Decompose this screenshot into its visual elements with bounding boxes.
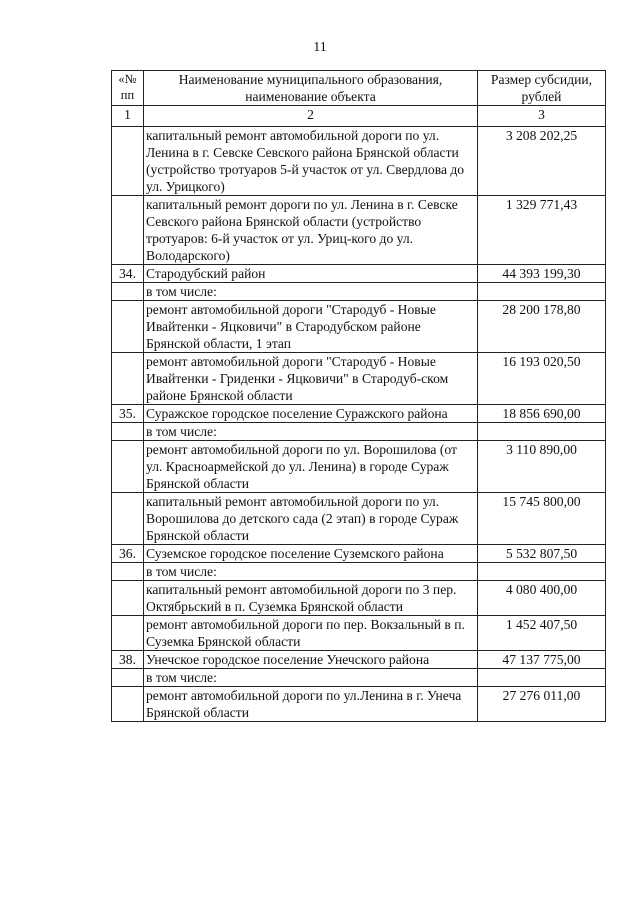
table-row	[112, 405, 606, 423]
row-subsidy: 27 276 011,00	[478, 687, 606, 722]
row-number: 38.	[112, 651, 144, 669]
row-subsidy	[478, 669, 606, 687]
row-subsidy	[478, 283, 606, 301]
row-subsidy: 4 080 400,00	[478, 581, 606, 616]
row-subsidy: 3 208 202,25	[478, 127, 606, 196]
table-row	[112, 127, 606, 196]
row-number	[112, 563, 144, 581]
row-name: в том числе:	[144, 283, 478, 301]
row-number: 34.	[112, 265, 144, 283]
row-subsidy	[478, 423, 606, 441]
row-number	[112, 423, 144, 441]
table-row	[112, 301, 606, 353]
row-subsidy: 5 532 807,50	[478, 545, 606, 563]
row-number	[112, 127, 144, 196]
row-name: капитальный ремонт автомобильной дороги по 3 пер. Октябрьский в п. Суземка Брянской области	[144, 581, 478, 616]
page-number: 11	[313, 40, 327, 55]
table-row	[112, 196, 606, 265]
row-number	[112, 301, 144, 353]
subsidy-table	[111, 70, 606, 722]
row-name: ремонт автомобильной дороги по ул. Ворошилова (от ул. Красноармейской до ул. Ленина) в городе Сураж Брянской области	[144, 441, 478, 493]
table-row	[112, 616, 606, 651]
row-name: в том числе:	[144, 423, 478, 441]
table-row	[112, 353, 606, 405]
row-subsidy: 28 200 178,80	[478, 301, 606, 353]
row-subsidy: 44 393 199,30	[478, 265, 606, 283]
row-name: Стародубский район	[144, 265, 478, 283]
row-name: капитальный ремонт дороги по ул. Ленина в г. Севске Севского района Брянской области (устройство тротуаров: 6-й участок от ул. Уриц-кого до ул. Володарского)	[144, 196, 478, 265]
row-subsidy: 16 193 020,50	[478, 353, 606, 405]
header-subsidy: Размер субсидии, рублей	[478, 71, 606, 106]
table-row	[112, 493, 606, 545]
row-number	[112, 196, 144, 265]
row-name: ремонт автомобильной дороги "Стародуб - Новые Ивайтенки - Гриденки - Яцковичи" в Стародуб-ском районе Брянской области	[144, 353, 478, 405]
row-subsidy: 18 856 690,00	[478, 405, 606, 423]
table-row	[112, 563, 606, 581]
column-number-cell: 1	[112, 106, 144, 127]
row-name: в том числе:	[144, 669, 478, 687]
row-number	[112, 353, 144, 405]
row-number	[112, 687, 144, 722]
table-row	[112, 687, 606, 722]
row-number: 35.	[112, 405, 144, 423]
row-number	[112, 283, 144, 301]
column-number-cell: 3	[478, 106, 606, 127]
row-number	[112, 493, 144, 545]
column-number-cell: 2	[144, 106, 478, 127]
table-row	[112, 265, 606, 283]
table-row	[112, 441, 606, 493]
table-row	[112, 581, 606, 616]
row-name: капитальный ремонт автомобильной дороги по ул. Ворошилова до детского сада (2 этап) в городе Сураж Брянской области	[144, 493, 478, 545]
row-subsidy: 15 745 800,00	[478, 493, 606, 545]
row-name: Суземское городское поселение Суземского района	[144, 545, 478, 563]
row-subsidy	[478, 563, 606, 581]
table-row	[112, 545, 606, 563]
row-subsidy: 3 110 890,00	[478, 441, 606, 493]
row-number	[112, 669, 144, 687]
header-name: Наименование муниципального образования, наименование объекта	[144, 71, 478, 106]
table-header-row	[112, 71, 606, 106]
row-subsidy: 1 452 407,50	[478, 616, 606, 651]
column-number-row	[112, 106, 606, 127]
row-number	[112, 441, 144, 493]
row-name: Суражское городское поселение Суражского района	[144, 405, 478, 423]
row-subsidy: 1 329 771,43	[478, 196, 606, 265]
row-number	[112, 581, 144, 616]
row-number	[112, 616, 144, 651]
row-name: ремонт автомобильной дороги "Стародуб - Новые Ивайтенки - Яцковичи" в Стародубском районе Брянской области, 1 этап	[144, 301, 478, 353]
row-subsidy: 47 137 775,00	[478, 651, 606, 669]
row-name: капитальный ремонт автомобильной дороги по ул. Ленина в г. Севске Севского района Брянской области (устройство тротуаров 5-й участок от ул. Свердлова до ул. Урицкого)	[144, 127, 478, 196]
table-row	[112, 423, 606, 441]
row-name: Унечское городское поселение Унечского района	[144, 651, 478, 669]
table-row	[112, 283, 606, 301]
row-name: ремонт автомобильной дороги по ул.Ленина в г. Унеча Брянской области	[144, 687, 478, 722]
header-number: «№ пп	[112, 71, 144, 106]
row-name: ремонт автомобильной дороги по пер. Вокзальный в п. Суземка Брянской области	[144, 616, 478, 651]
row-number: 36.	[112, 545, 144, 563]
table-row	[112, 669, 606, 687]
row-name: в том числе:	[144, 563, 478, 581]
table-row	[112, 651, 606, 669]
